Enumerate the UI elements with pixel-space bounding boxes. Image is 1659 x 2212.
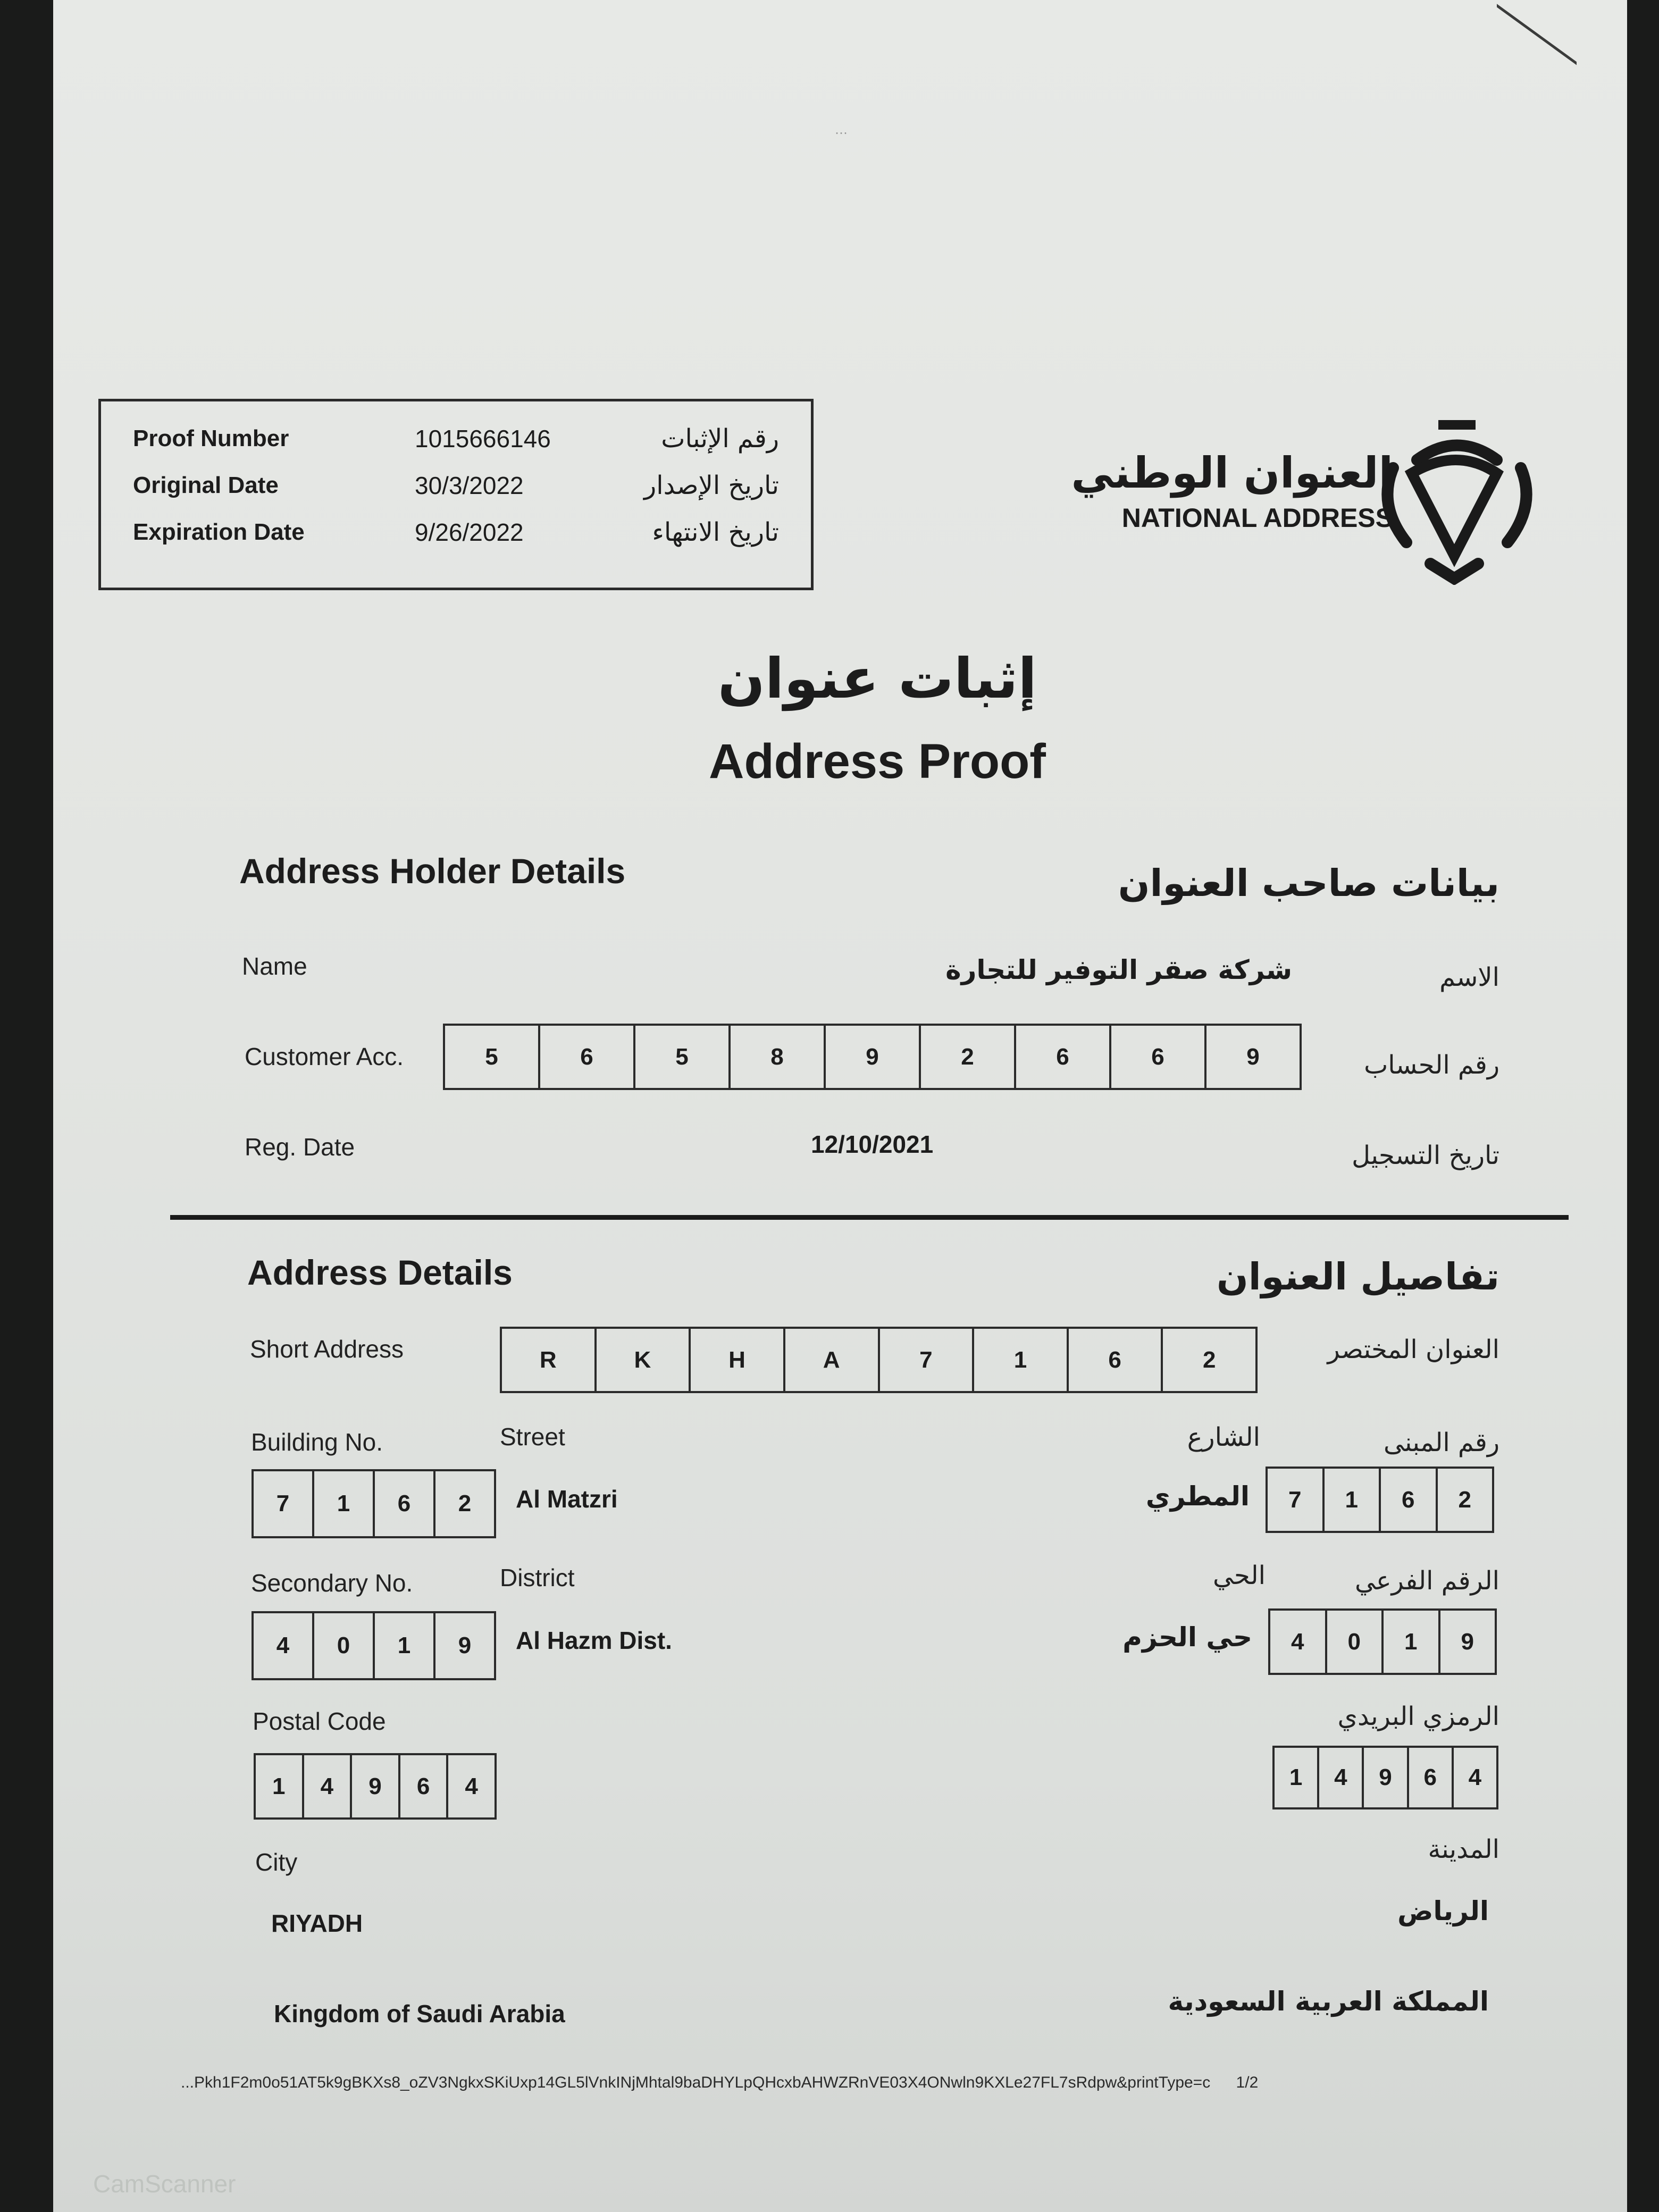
building-no-boxes-ar — [1266, 1467, 1494, 1533]
postal-code-boxes-ar — [1272, 1746, 1498, 1809]
address-section-title-ar: تفاصيل العنوان — [1216, 1255, 1499, 1298]
name-value: شركة صقر التوفير للتجارة — [945, 954, 1292, 985]
original-date-label-ar: تاريخ الإصدار — [644, 471, 779, 500]
building-no-label-ar: رقم المبنى — [1383, 1428, 1499, 1457]
holder-section-title-ar: بيانات صاحب العنوان — [1118, 861, 1499, 905]
postal-code-digit-box: 9 — [352, 1755, 400, 1817]
short-address-char-box: R — [502, 1329, 597, 1391]
customer-acc-digit-box: 5 — [635, 1026, 731, 1088]
postal-code-digit-box: 6 — [400, 1755, 449, 1817]
building-no-digit-box: 1 — [314, 1471, 375, 1536]
postal-code-boxes — [254, 1753, 497, 1820]
secondary-no-digit-ar-box: 9 — [1461, 1628, 1474, 1655]
building-no-digit-box: 2 — [458, 1490, 472, 1516]
brand-name-en: NATIONAL ADDRESS — [1121, 503, 1393, 533]
customer-acc-digit-box: 6 — [1111, 1026, 1206, 1088]
camscanner-watermark: CamScanner — [93, 2170, 236, 2198]
reg-date-label-ar: تاريخ التسجيل — [1352, 1141, 1499, 1170]
stray-mark: … — [835, 122, 848, 137]
postal-code-digit-ar-box: 4 — [1319, 1748, 1364, 1807]
expiration-date-label: Expiration Date — [133, 519, 305, 545]
postal-code-digit-ar-box: 4 — [1468, 1764, 1482, 1790]
postal-code-digit-box: 1 — [256, 1755, 304, 1817]
short-address-label: Short Address — [250, 1335, 404, 1363]
customer-acc-digit-box: 9 — [826, 1026, 921, 1088]
street-value: Al Matzri — [516, 1485, 618, 1513]
building-no-label: Building No. — [251, 1428, 383, 1456]
district-value-ar: حي الحزم — [1122, 1622, 1252, 1653]
secondary-no-digit-ar-box: 4 — [1270, 1611, 1327, 1673]
customer-acc-digit-box: 8 — [731, 1026, 826, 1088]
address-section-title: Address Details — [247, 1253, 513, 1292]
name-label: Name — [242, 952, 307, 980]
district-value: Al Hazm Dist. — [516, 1627, 672, 1654]
postal-code-digit-ar-box: 1 — [1275, 1748, 1319, 1807]
reg-date-label: Reg. Date — [245, 1133, 355, 1161]
country-value-ar: المملكة العربية السعودية — [1168, 1986, 1489, 2017]
document-title-en: Address Proof — [709, 734, 1046, 789]
street-label-ar: الشارع — [1187, 1422, 1260, 1452]
holder-section-title: Address Holder Details — [239, 851, 626, 891]
proof-number-label: Proof Number — [133, 425, 289, 451]
customer-acc-label: Customer Acc. — [245, 1043, 404, 1070]
expiration-date-row — [101, 511, 811, 554]
customer-acc-digit-box: 5 — [445, 1026, 540, 1088]
city-value-ar: الرياض — [1397, 1896, 1489, 1926]
street-value-ar: المطري — [1145, 1481, 1250, 1512]
secondary-no-digit-ar-box: 1 — [1384, 1611, 1440, 1673]
secondary-no-digit-box: 1 — [375, 1613, 435, 1678]
national-address-logo-icon — [1361, 409, 1553, 585]
document-page — [53, 0, 1627, 2212]
district-label: District — [500, 1564, 575, 1591]
street-label: Street — [500, 1423, 565, 1451]
customer-acc-boxes — [443, 1024, 1302, 1090]
customer-acc-digit-box: 6 — [540, 1026, 635, 1088]
folded-corner — [1497, 0, 1577, 69]
short-address-label-ar: العنوان المختصر — [1327, 1335, 1499, 1364]
page-number: 1/2 — [1236, 2074, 1259, 2091]
short-address-char-box: 1 — [974, 1329, 1069, 1391]
section-divider — [170, 1215, 1569, 1220]
secondary-no-label: Secondary No. — [251, 1569, 413, 1597]
building-no-boxes — [252, 1469, 496, 1538]
short-address-char-box: K — [597, 1329, 691, 1391]
secondary-no-boxes — [252, 1611, 496, 1680]
secondary-no-boxes-ar — [1268, 1608, 1497, 1675]
city-value: RIYADH — [271, 1909, 363, 1937]
expiration-date-label-ar: تاريخ الانتهاء — [652, 517, 779, 547]
city-label-ar: المدينة — [1428, 1834, 1499, 1864]
building-no-digit-ar-box: 1 — [1325, 1469, 1381, 1531]
short-address-char-box: 6 — [1069, 1329, 1163, 1391]
postal-code-digit-box: 4 — [304, 1755, 353, 1817]
secondary-no-label-ar: الرقم الفرعي — [1355, 1566, 1499, 1596]
brand-name-ar: العنوان الوطني — [1071, 448, 1393, 498]
document-title-ar: إثبات عنوان — [717, 646, 1037, 711]
building-no-digit-box: 7 — [254, 1471, 314, 1536]
proof-info-box — [98, 399, 814, 590]
country-value: Kingdom of Saudi Arabia — [274, 2000, 565, 2027]
name-label-ar: الاسم — [1439, 962, 1499, 992]
expiration-date-value: 9/26/2022 — [415, 518, 524, 546]
postal-code-label-ar: الرمزي البريدي — [1337, 1702, 1499, 1731]
original-date-row — [101, 464, 811, 507]
short-address-char-box: H — [691, 1329, 785, 1391]
postal-code-digit-box: 4 — [465, 1773, 478, 1799]
short-address-char-box: A — [785, 1329, 880, 1391]
customer-acc-label-ar: رقم الحساب — [1364, 1050, 1499, 1080]
reg-date-value: 12/10/2021 — [811, 1130, 934, 1158]
postal-code-label: Postal Code — [253, 1707, 386, 1735]
building-no-digit-ar-box: 6 — [1381, 1469, 1438, 1531]
city-label: City — [255, 1848, 298, 1876]
building-no-digit-ar-box: 7 — [1268, 1469, 1325, 1531]
building-no-digit-box: 6 — [375, 1471, 435, 1536]
secondary-no-digit-ar-box: 0 — [1327, 1611, 1384, 1673]
short-address-char-box: 2 — [1202, 1346, 1216, 1373]
district-label-ar: الحي — [1213, 1561, 1266, 1590]
proof-number-value: 1015666146 — [415, 425, 551, 453]
building-no-digit-ar-box: 2 — [1458, 1486, 1471, 1513]
proof-number-label-ar: رقم الإثبات — [661, 424, 779, 454]
proof-number-row — [101, 417, 811, 460]
print-url-footer — [181, 2074, 1563, 2092]
original-date-value: 30/3/2022 — [415, 472, 524, 499]
print-url: ...Pkh1F2m0o51AT5k9gBKXs8_oZV3NgkxSKiUxp14GL5lVnkINjMhtal9baDHYLpQHcxbAHWZRnVE03X4ONwln9KXLe27FL7sRdpw&printType=c — [181, 2074, 1211, 2091]
secondary-no-digit-box: 4 — [254, 1613, 314, 1678]
customer-acc-digit-box: 6 — [1016, 1026, 1111, 1088]
postal-code-digit-ar-box: 6 — [1409, 1748, 1454, 1807]
short-address-char-box: 7 — [880, 1329, 975, 1391]
original-date-label: Original Date — [133, 472, 279, 498]
secondary-no-digit-box: 9 — [458, 1632, 472, 1658]
customer-acc-digit-box: 9 — [1246, 1043, 1260, 1070]
secondary-no-digit-box: 0 — [314, 1613, 375, 1678]
customer-acc-digit-box: 2 — [921, 1026, 1016, 1088]
short-address-boxes — [500, 1327, 1258, 1393]
postal-code-digit-ar-box: 9 — [1364, 1748, 1409, 1807]
